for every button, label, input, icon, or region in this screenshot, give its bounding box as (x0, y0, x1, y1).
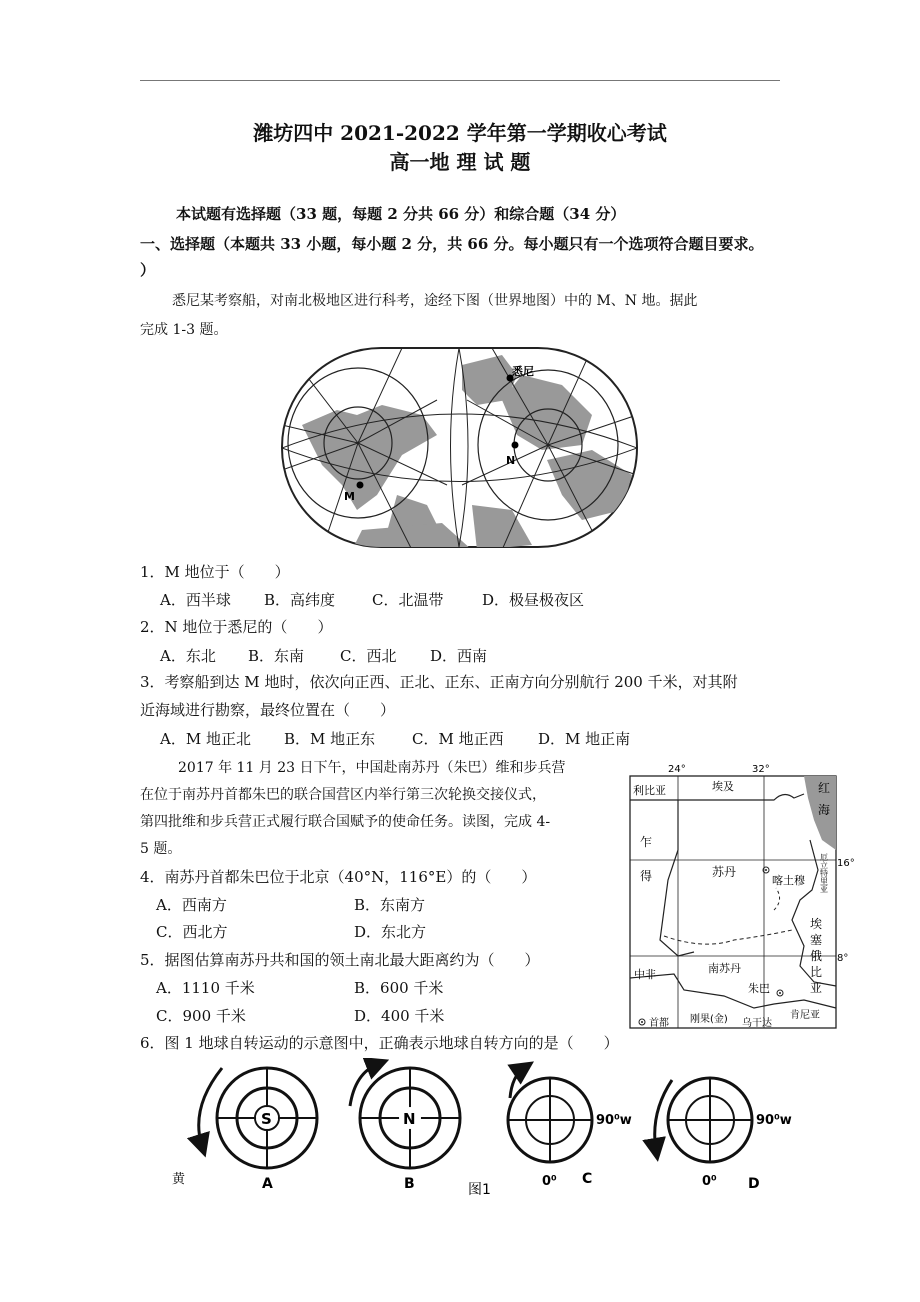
eritrea-label-4: 里 (820, 877, 828, 886)
eritrea-label-3: 特 (820, 869, 828, 878)
q2-option-b[interactable]: B．东南 (248, 647, 305, 665)
header-rule (140, 80, 780, 81)
fig-d-0-label: 0⁰ (702, 1174, 717, 1189)
passage1-line2: 完成 1-3 题。 (140, 322, 228, 338)
q4-stem: 4．南苏丹首都朱巴位于北京（40°N，116°E）的（ ） (140, 868, 537, 886)
ethiopia-label-2: 塞 (810, 933, 823, 947)
figure-caption: 图1 (468, 1182, 491, 1198)
fig-c-globe (508, 1068, 632, 1189)
congo-label: 刚果(金) (690, 1014, 728, 1025)
eritrea-label-1: 厄 (820, 853, 828, 862)
exam-subtitle: 高一地 理 试 题 (389, 150, 531, 174)
red-label: 红 (818, 781, 831, 795)
m-marker (357, 482, 364, 489)
fig-d-globe (655, 1078, 792, 1189)
q1-option-a[interactable]: A．西半球 (160, 591, 231, 609)
eritrea-label-5: 亚 (820, 885, 828, 894)
passage1-line1: 悉尼某考察船，对南北极地区进行科考，途经下图（世界地图）中的 M、N 地。据此 (172, 293, 698, 309)
q3-stem-line2: 近海域进行勘察，最终位置在（ ） (140, 701, 396, 719)
fig-d-letter: D (748, 1176, 760, 1192)
q1-stem: 1．M 地位于（ ） (140, 563, 290, 581)
q3-option-d[interactable]: D．M 地正南 (538, 730, 631, 748)
q3-stem-line1: 3．考察船到达 M 地时，依次向正西、正北、正东、正南方向分别航行 200 千米，对其附 (140, 673, 738, 691)
q2-option-d[interactable]: D．西南 (430, 647, 488, 665)
passage2-line2: 在位于南苏丹首都朱巴的联合国营区内举行第三次轮换交接仪式， (140, 787, 546, 803)
q5-option-d[interactable]: D．400 千米 (354, 1007, 445, 1025)
q1-option-c[interactable]: C．北温带 (372, 591, 444, 609)
q4-option-a[interactable]: A．西南方 (156, 896, 227, 914)
q1-option-d[interactable]: D．极昼极夜区 (482, 591, 585, 609)
q2-option-a[interactable]: A．东北 (160, 647, 216, 665)
kenya-label: 肯尼亚 (790, 1010, 820, 1021)
egypt-label: 埃及 (712, 780, 734, 793)
chad-label-1: 乍 (640, 835, 653, 849)
ethiopia-label-5: 亚 (810, 981, 823, 995)
sudan-map-frame (630, 776, 836, 1028)
fig-a-letter: A (262, 1176, 273, 1192)
n-label: N (506, 454, 516, 467)
fig-b-n-label: N (403, 1110, 416, 1128)
capital-legend: 首都 (649, 1018, 669, 1029)
q4-option-b[interactable]: B．东南方 (354, 896, 426, 914)
south-sudan-label: 南苏丹 (708, 962, 741, 975)
q5-option-b[interactable]: B．600 千米 (354, 979, 444, 997)
libya-label: 利比亚 (633, 784, 666, 797)
sudan-label: 苏丹 (712, 865, 737, 879)
ethiopia-label-4: 比 (810, 965, 823, 979)
sea-label: 海 (818, 803, 831, 817)
q4-option-d[interactable]: D．东北方 (354, 923, 427, 941)
q2-stem: 2．N 地位于悉尼的（ ） (140, 618, 333, 636)
q2-option-c[interactable]: C．西北 (340, 647, 397, 665)
fig-b-globe (350, 1064, 460, 1168)
juba-label: 朱巴 (748, 982, 770, 995)
fig-c-90w-label: 90⁰w (596, 1113, 632, 1128)
exam-intro: 本试题有选择题（33 题，每题 2 分共 66 分）和综合题（34 分） (176, 205, 626, 223)
lon-32-label: 32° (752, 764, 770, 775)
q5-option-a[interactable]: A．1110 千米 (156, 979, 255, 997)
lon-24-label: 24° (668, 764, 686, 775)
q6-stem: 6．图 1 地球自转运动的示意图中，正确表示地球自转方向的是（ ） (140, 1034, 619, 1052)
figure-1 (150, 1058, 810, 1198)
q4-option-c[interactable]: C．西北方 (156, 923, 228, 941)
lat-16-label: 16° (837, 858, 855, 869)
sydney-label: 悉尼 (512, 365, 534, 378)
passage2-line4: 5 题。 (140, 841, 182, 857)
eritrea-label-2: 立 (820, 861, 828, 870)
chad-label-2: 得 (640, 869, 653, 883)
q1-option-b[interactable]: B．高纬度 (264, 591, 336, 609)
passage2-line3: 第四批维和步兵营正式履行联合国赋予的使命任务。读图，完成 4- (140, 814, 551, 830)
exam-title: 潍坊四中 2021-2022 学年第一学期收心考试 (253, 121, 667, 145)
fig-b-letter: B (404, 1176, 415, 1192)
ethiopia-label-3: 俄 (810, 949, 823, 963)
fig-c-letter: C (582, 1171, 593, 1187)
n-marker (512, 442, 519, 449)
section1-heading: 一、选择题（本题共 33 小题，每小题 2 分，共 66 分。每小题只有一个选项符合题目要求。 (140, 235, 764, 253)
ethiopia-label-1: 埃 (810, 917, 823, 931)
sudan-map (624, 760, 858, 1032)
lat-8-label: 8° (837, 953, 849, 964)
q3-option-a[interactable]: A．M 地正北 (160, 730, 251, 748)
q5-stem: 5．据图估算南苏丹共和国的领土南北最大距离约为（ ） (140, 951, 540, 969)
fig-d-90w-label: 90⁰w (756, 1113, 792, 1128)
section1-heading-cont: ） (140, 261, 156, 279)
q5-option-c[interactable]: C．900 千米 (156, 1007, 246, 1025)
car-label: 中非 (634, 968, 656, 981)
m-label: M (344, 490, 355, 503)
uganda-label: 乌干达 (742, 1018, 772, 1029)
q3-option-c[interactable]: C．M 地正西 (412, 730, 504, 748)
q3-option-b[interactable]: B．M 地正东 (284, 730, 376, 748)
stray-character: 黄 (172, 1172, 186, 1187)
world-map (262, 345, 657, 550)
fig-a-s-label: S (261, 1110, 272, 1128)
khartoum-label: 喀土穆 (772, 874, 805, 887)
fig-a-globe (199, 1068, 317, 1168)
passage2-line1: 2017 年 11 月 23 日下午，中国赴南苏丹（朱巴）维和步兵营 (178, 760, 566, 776)
fig-c-0-label: 0⁰ (542, 1174, 557, 1189)
